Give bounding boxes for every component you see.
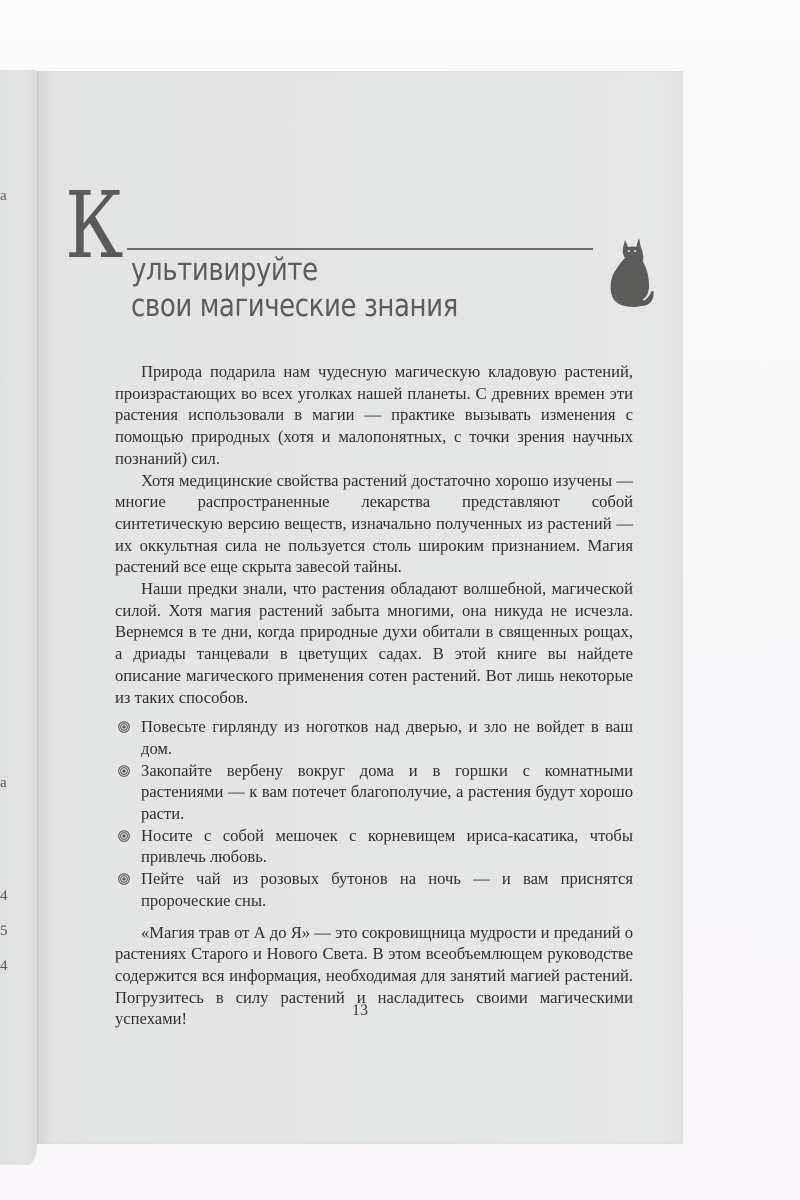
concentric-circle-bullet-icon	[118, 765, 130, 777]
page-number: 13	[352, 1002, 368, 1019]
title-rule	[127, 248, 593, 250]
concentric-circle-bullet-icon	[118, 873, 130, 885]
concentric-circle-bullet-icon	[118, 721, 130, 733]
body-text	[115, 361, 633, 1030]
chapter-title-line-2: свои магические знания	[131, 288, 458, 324]
paragraph: Природа подарила нам чудесную магическую кладовую растений, произрастающих во всех уголках нашей планеты. С древних времен эти растения использовали в магии — практике вызывать изменения с помощью природных (хотя и малопонятных, с точки зрения научных познаний) сил.	[115, 362, 633, 468]
list-item-text: Пейте чай из розовых бутонов на ночь — и вам приснятся пророческие сны.	[141, 869, 633, 910]
left-page-fragment: 4	[0, 888, 8, 904]
chapter-heading	[65, 166, 655, 324]
list-item-text: Носите с собой мешочек с корневищем ириса-касатика, чтобы привлечь любовь.	[141, 825, 633, 867]
list-item	[115, 825, 633, 868]
left-page-fragment: 5	[0, 923, 8, 939]
left-page-edge	[0, 70, 37, 1165]
list-item	[115, 716, 633, 759]
bullet-list	[115, 716, 633, 911]
closing-paragraph: «Магия трав от А до Я» — это сокровищница мудрости и преданий о растениях Старого и Нового Света. В этом всеобъемлющем руководстве содержится вся информация, необходимая для занятий магией растений. Погрузитесь в силу растений и насладитесь своими магическими успехами!	[115, 922, 633, 1029]
list-item	[115, 760, 633, 825]
left-page-fragment: a	[0, 188, 7, 204]
chapter-title-line-1: ультивируйте	[131, 252, 318, 288]
list-item-text: Повесьте гирлянду из ноготков над дверью, и зло не войдет в ваш дом.	[141, 717, 633, 758]
list-item	[115, 868, 633, 911]
list-item-text: Закопайте вербену вокруг дома и в горшки с комнатными растениями — к вам потечет благополучие, а растения будут хорошо расти.	[141, 760, 633, 824]
left-page-fragment: a	[0, 775, 7, 791]
paragraph: Наши предки знали, что растения обладают волшебной, магической силой. Хотя магия растений забыта многими, она никуда не исчезла. Вернемся в те дни, когда природные духи обитали в священных рощах, а дриады танцевали в цветущих садах. В этой книге вы найдете описание магического применения сотен растений. Вот лишь некоторые из таких способов.	[115, 579, 633, 707]
paragraph: Хотя медицинские свойства растений достаточно хорошо изучены — многие распространенные лекарства представляют собой синтетическую версию веществ, изначально полученных из растений — их оккультная сила не пользуется столь широким признанием. Магия растений все еще скрыта завесой тайны.	[115, 470, 633, 577]
drop-cap: К	[65, 172, 124, 279]
cat-silhouette-icon	[605, 234, 657, 314]
book-page	[37, 71, 683, 1144]
left-page-fragment: 4	[0, 958, 8, 974]
concentric-circle-bullet-icon	[118, 830, 130, 842]
